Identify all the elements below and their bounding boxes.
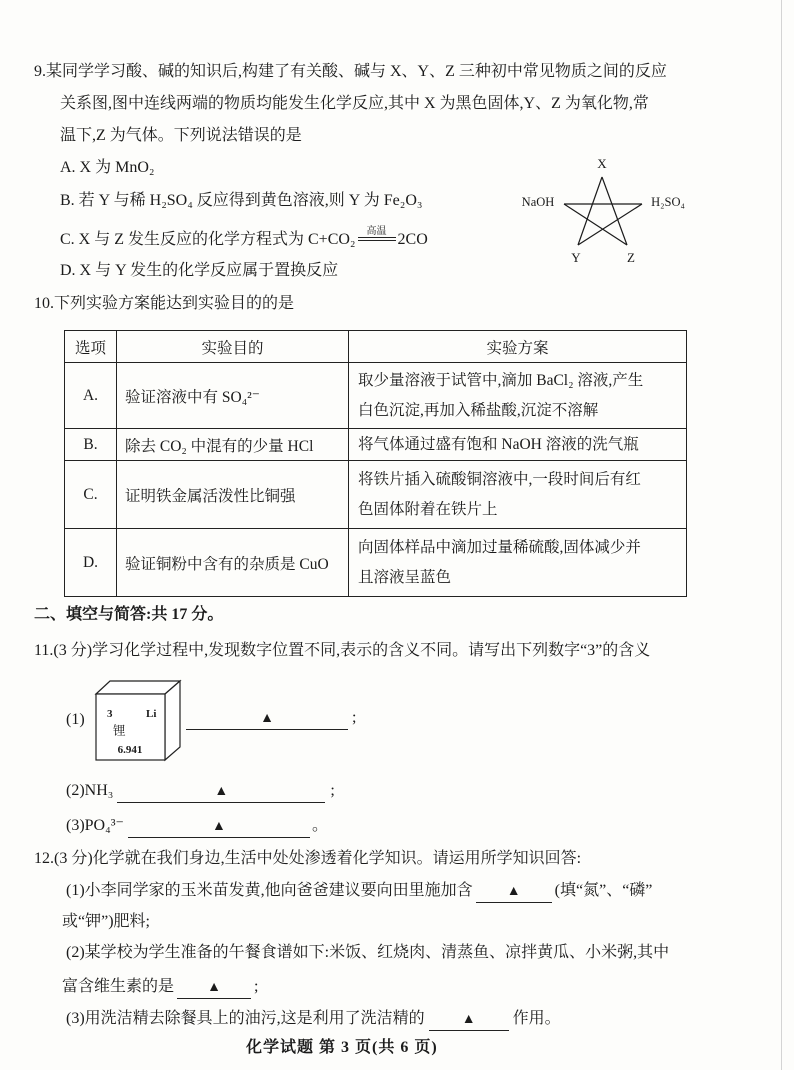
reaction-condition: 高温 <box>366 226 387 237</box>
option-cell: D. <box>65 529 117 597</box>
option-c-text: C. X 与 Z 发生反应的化学方程式为 C+CO₂ <box>60 231 356 248</box>
element-symbol: Li <box>146 708 157 720</box>
answer-marker: ▲ <box>506 884 521 899</box>
plan-line: 白色沉淀,再加入稀盐酸,沉淀不溶解 <box>358 401 599 419</box>
answer-blank <box>429 1010 509 1031</box>
q11-item-2-text: (2)NH₃ <box>66 782 114 799</box>
option-cell: C. <box>65 461 117 529</box>
q12-item-2-before: 富含维生素的是 <box>62 978 175 995</box>
table-row <box>65 429 687 461</box>
q12-item-3-before: (3)用洗洁精去除餐具上的油污,这是利用了洗洁精的 <box>66 1010 425 1027</box>
q9-option-a: A. X 为 MnO₂ <box>60 159 155 176</box>
q12-item-1 <box>66 879 652 903</box>
plan-line: 将气体通过盛有饱和 NaOH 溶液的洗气瓶 <box>358 435 639 453</box>
q11-item-1-answer <box>186 706 356 730</box>
q9-stem-line-2: 关系图,图中连线两端的物质均能发生化学反应,其中 X 为黑色固体,Y、Z 为氧化物,常 <box>60 95 649 112</box>
answer-marker: ▲ <box>207 980 221 995</box>
table-header-row <box>65 331 687 363</box>
header-purpose: 实验目的 <box>117 331 349 363</box>
page-edge-line <box>781 0 782 1070</box>
answer-blank <box>128 817 310 838</box>
plan-line: 将铁片插入硫酸铜溶液中,一段时间后有红 <box>358 470 641 488</box>
purpose-cell: 验证溶液中有 SO₄²⁻ <box>117 363 349 429</box>
plan-cell <box>349 429 687 461</box>
answer-blank <box>476 882 552 903</box>
plan-line: 且溶液呈蓝色 <box>358 568 452 586</box>
plan-line: 取少量溶液于试管中,滴加 BaCl₂ 溶液,产生 <box>358 371 644 389</box>
q12-item-1-continuation: 或“钾”)肥料; <box>62 913 150 930</box>
q11-item-3 <box>66 814 328 838</box>
reaction-star-diagram <box>510 150 690 266</box>
diagram-label-x: X <box>597 156 607 171</box>
q9-option-c <box>60 226 428 252</box>
option-cell: B. <box>65 429 117 461</box>
purpose-cell: 证明铁金属活泼性比铜强 <box>117 461 349 529</box>
plan-line: 向固体样品中滴加过量稀硫酸,固体减少并 <box>358 538 641 556</box>
q12-item-1-before: (1)小李同学家的玉米苗发黄,他向爸爸建议要向田里施加含 <box>66 882 473 899</box>
answer-marker: ▲ <box>212 819 226 834</box>
q11-item-1-label: (1) <box>66 711 85 728</box>
plan-cell <box>349 461 687 529</box>
answer-blank <box>177 978 251 999</box>
element-card-lithium <box>94 678 184 764</box>
q12-item-3-after: 作用。 <box>512 1010 561 1027</box>
diagram-label-naoh: NaOH <box>521 195 555 209</box>
star-line-naoh-to-z <box>564 204 627 245</box>
double-line <box>358 237 396 241</box>
answer-marker: ▲ <box>260 711 274 726</box>
q11-stem: 11.(3 分)学习化学过程中,发现数字位置不同,表示的含义不同。请写出下列数字“3”的含义 <box>34 642 651 659</box>
reaction-equals-sign <box>358 226 396 241</box>
q9-option-d: D. X 与 Y 发生的化学反应属于置换反应 <box>60 262 339 279</box>
diagram-label-h2so4: H₂SO₄ <box>651 195 685 209</box>
q9-stem-line-1: 9.某同学学习酸、碱的知识后,构建了有关酸、碱与 X、Y、Z 三种初中常见物质之间的反应 <box>34 63 667 80</box>
plan-cell <box>349 363 687 429</box>
q12-item-2-continuation <box>62 975 258 999</box>
table-row <box>65 363 687 429</box>
purpose-cell: 除去 CO₂ 中混有的少量 HCl <box>117 429 349 461</box>
star-line-top-to-y <box>578 177 602 245</box>
header-plan: 实验方案 <box>349 331 687 363</box>
item-end-punct: 。 <box>311 817 328 834</box>
diagram-label-z: Z <box>627 250 635 265</box>
answer-marker: ▲ <box>461 1012 476 1027</box>
plan-cell <box>349 529 687 597</box>
q12-item-2-line: (2)某学校为学生准备的午餐食谱如下:米饭、红烧肉、清蒸鱼、凉拌黄瓜、小米粥,其中 <box>66 944 670 961</box>
diagram-label-y: Y <box>571 250 581 265</box>
answer-marker: ▲ <box>214 784 229 799</box>
answer-blank <box>186 709 348 730</box>
star-line-h2so4-to-y <box>578 204 642 245</box>
atomic-number: 3 <box>107 708 113 720</box>
option-cell: A. <box>65 363 117 429</box>
q11-item-3-text: (3)PO₄³⁻ <box>66 817 124 834</box>
q9-option-b: B. 若 Y 与稀 H₂SO₄ 反应得到黄色溶液,则 Y 为 Fe₂O₃ <box>60 192 423 209</box>
header-option: 选项 <box>65 331 117 363</box>
atomic-mass: 6.941 <box>117 744 143 756</box>
item-end-punct: ; <box>330 782 335 799</box>
q12-item-1-after: (填“氮”、“磷” <box>554 882 653 899</box>
q12-item-3 <box>66 1007 561 1031</box>
section-heading: 二、填空与简答:共 17 分。 <box>34 606 224 623</box>
page-footer: 化学试题 第 3 页(共 6 页) <box>246 1039 438 1056</box>
q12-stem: 12.(3 分)化学就在我们身边,生活中处处渗透着化学知识。请运用所学知识回答: <box>34 850 582 867</box>
table-row <box>65 529 687 597</box>
table-row <box>65 461 687 529</box>
q9-stem-line-3: 温下,Z 为气体。下列说法错误的是 <box>60 127 302 144</box>
option-c-product: 2CO <box>397 231 428 248</box>
answer-blank <box>117 782 325 803</box>
star-line-top-to-z <box>602 177 627 245</box>
experiment-table <box>64 330 687 597</box>
q10-stem: 10.下列实验方案能达到实验目的的是 <box>34 295 295 312</box>
cube-side-face <box>165 681 180 760</box>
element-name: 锂 <box>113 724 126 738</box>
item-end-punct: ; <box>352 709 357 726</box>
plan-line: 色固体附着在铁片上 <box>358 500 498 518</box>
q11-item-2 <box>66 779 335 803</box>
purpose-cell: 验证铜粉中含有的杂质是 CuO <box>117 529 349 597</box>
q12-item-2-after: ; <box>254 978 259 995</box>
